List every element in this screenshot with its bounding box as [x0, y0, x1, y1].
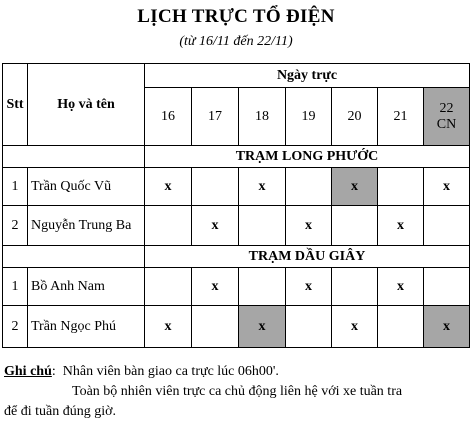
station-spacer	[3, 146, 145, 168]
date-range-subtitle: (từ 16/11 đến 22/11)	[179, 34, 293, 49]
duty-cell	[192, 306, 239, 348]
duty-cell	[286, 306, 332, 348]
day-label: 22	[439, 100, 454, 116]
day-header-5	[378, 88, 424, 146]
duty-cell: x	[192, 268, 239, 306]
day-header-4	[332, 88, 378, 146]
station-spacer	[3, 246, 145, 268]
day-header-3	[286, 88, 332, 146]
duty-cell: x	[239, 168, 286, 206]
page-title: LỊCH TRỰC TỔ ĐIỆN	[137, 6, 335, 27]
row-stt: 2	[3, 206, 28, 246]
row-stt: 1	[3, 168, 28, 206]
row-stt: 1	[3, 268, 28, 306]
header-name: Họ và tên	[28, 64, 145, 146]
duty-cell: x	[378, 206, 424, 246]
notes-section	[4, 362, 470, 422]
duty-cell: x	[332, 168, 378, 206]
day-label: 18	[255, 108, 269, 124]
note-label: Ghi chú	[4, 364, 52, 379]
duty-cell	[145, 268, 192, 306]
duty-cell	[424, 268, 470, 306]
note-text-3: để đi tuần đúng giờ.	[4, 404, 116, 419]
duty-cell	[378, 168, 424, 206]
duty-cell	[424, 206, 470, 246]
duty-cell	[192, 168, 239, 206]
table-row	[3, 306, 470, 348]
duty-cell	[332, 206, 378, 246]
duty-cell: x	[145, 306, 192, 348]
day-label: 17	[208, 108, 222, 124]
duty-cell	[378, 306, 424, 348]
day-label: 16	[161, 108, 175, 124]
duty-cell	[239, 268, 286, 306]
duty-cell	[145, 206, 192, 246]
day-label: 21	[393, 108, 408, 124]
station-header: TRẠM DẦU GIÂY	[145, 246, 470, 268]
duty-cell	[239, 206, 286, 246]
duty-cell: x	[286, 206, 332, 246]
table-row	[3, 168, 470, 206]
duty-cell: x	[286, 268, 332, 306]
day-label: 19	[301, 108, 316, 124]
note-text-1: Nhân viên bàn giao ca trực lúc 06h00'.	[62, 364, 279, 379]
row-staff-name: Trần Quốc Vũ	[28, 168, 145, 206]
day-header-0	[145, 88, 192, 146]
day-header-1	[192, 88, 239, 146]
day-label: 20	[347, 108, 362, 124]
day-header-6	[424, 88, 470, 146]
day-sublabel: CN	[436, 116, 457, 132]
duty-cell: x	[145, 168, 192, 206]
table-row	[3, 268, 470, 306]
duty-cell: x	[424, 168, 470, 206]
duty-cell: x	[192, 206, 239, 246]
duty-cell: x	[239, 306, 286, 348]
row-staff-name: Nguyễn Trung Ba	[28, 206, 145, 246]
table-row	[3, 206, 470, 246]
duty-cell: x	[332, 306, 378, 348]
row-staff-name: Bồ Anh Nam	[28, 268, 145, 306]
duty-cell: x	[378, 268, 424, 306]
header-days-group: Ngày trực	[145, 64, 470, 88]
station-header: TRẠM LONG PHƯỚC	[145, 146, 470, 168]
note-line-1: Ghi chú: Nhân viên bàn giao ca trực lúc 06h00'.	[4, 364, 279, 379]
duty-schedule-table	[2, 63, 470, 348]
day-header-2	[239, 88, 286, 146]
duty-cell	[286, 168, 332, 206]
header-stt: Stt	[3, 64, 28, 146]
row-staff-name: Trần Ngọc Phú	[28, 306, 145, 348]
note-text-2: Toàn bộ nhiên viên trực ca chủ động liên hệ với xe tuần tra	[72, 384, 403, 399]
row-stt: 2	[3, 306, 28, 348]
duty-cell	[332, 268, 378, 306]
duty-cell: x	[424, 306, 470, 348]
